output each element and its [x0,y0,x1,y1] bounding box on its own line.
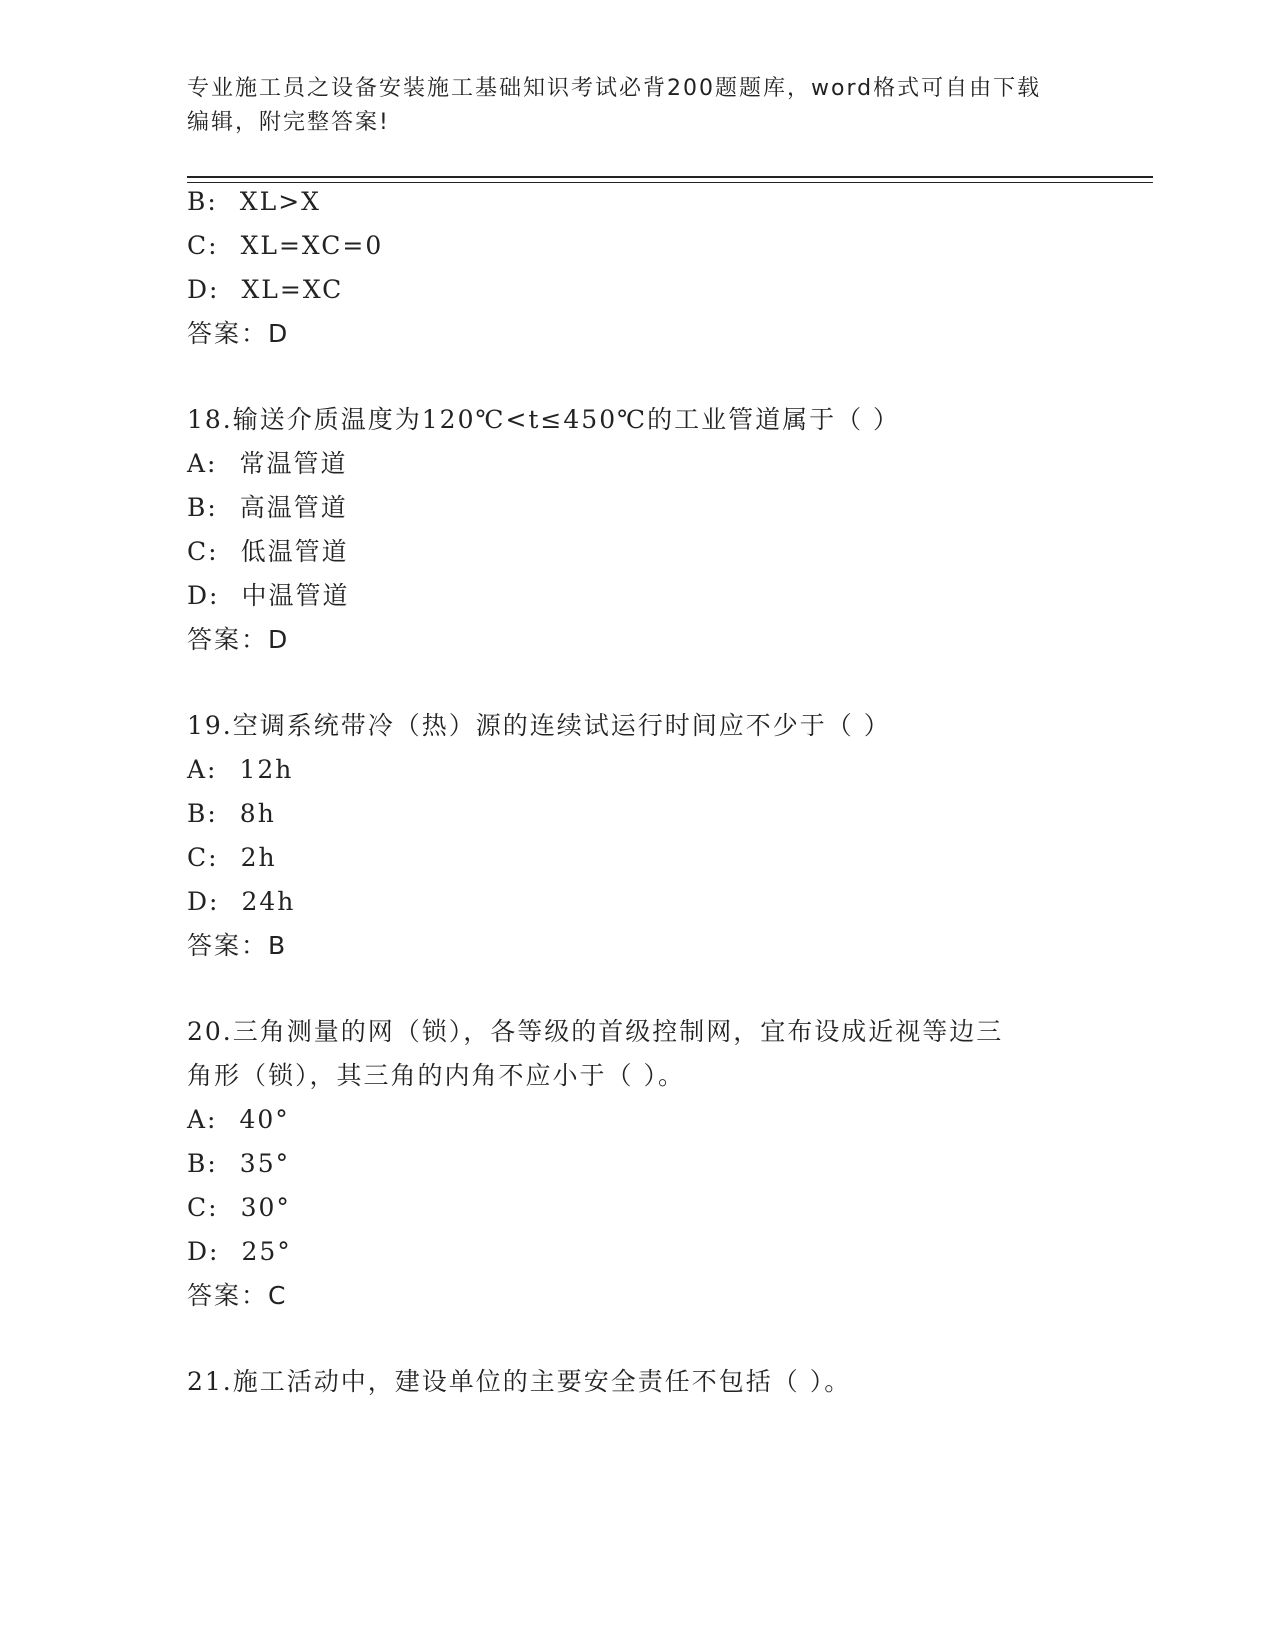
question-20-stem-line1: 20.三角测量的网（锁），各等级的首级控制网，宜布设成近视等边三 [187,1017,1004,1046]
option-c: C: XL=XC=0 [187,231,384,260]
question-18-option-d: D: 中温管道 [187,581,350,610]
question-18-option-a: A: 常温管道 [187,449,348,478]
question-18-option-c: C: 低温管道 [187,537,349,566]
question-20-option-a: A: 40° [187,1105,290,1134]
question-18-option-b: B: 高温管道 [187,493,348,522]
question-20-answer: 答案：C [187,1281,288,1310]
question-20-stem-line2: 角形（锁），其三角的内角不应小于（ ）。 [187,1061,685,1090]
question-18-stem: 18.输送介质温度为120℃<t≤450℃的工业管道属于（ ） [187,405,901,434]
header-title-line2: 编辑，附完整答案! [187,110,390,135]
question-19-option-b: B: 8h [187,799,276,828]
question-19-answer: 答案：B [187,931,288,960]
question-18-answer: 答案：D [187,625,290,654]
question-19-option-a: A: 12h [187,755,294,784]
option-d: D: XL=XC [187,275,344,304]
answer-line: 答案：D [187,319,290,348]
question-20-option-c: C: 30° [187,1193,291,1222]
question-19-stem: 19.空调系统带冷（热）源的连续试运行时间应不少于（ ） [187,711,891,740]
option-b: B: XL>X [187,187,321,216]
question-20-option-b: B: 35° [187,1149,291,1178]
question-21-stem: 21.施工活动中，建设单位的主要安全责任不包括（ ）。 [187,1367,852,1396]
question-20-option-d: D: 25° [187,1237,292,1266]
question-19-option-c: C: 2h [187,843,277,872]
header-title-line1: 专业施工员之设备安装施工基础知识考试必背200题题库，word格式可自由下载 [187,76,1042,101]
header-divider-thin [187,182,1153,183]
document-header [187,72,1087,140]
question-19-option-d: D: 24h [187,887,296,916]
header-divider [187,176,1153,178]
